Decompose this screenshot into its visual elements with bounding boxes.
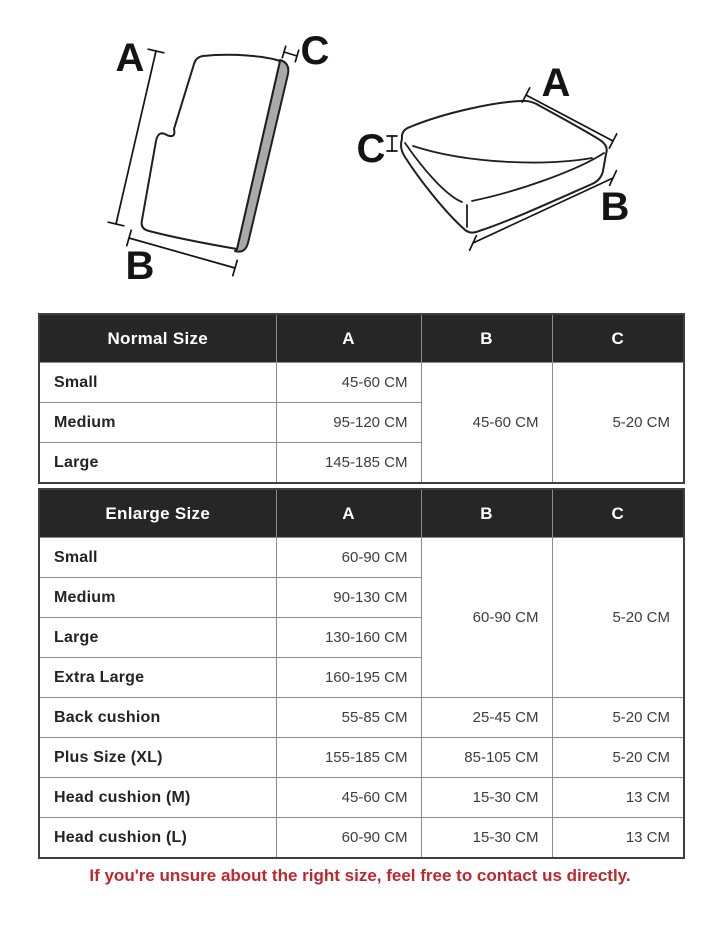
size-label: Small [39, 538, 276, 578]
value-b: 15-30 CM [421, 778, 552, 818]
contact-note: If you're unsure about the right size, feel free to contact us directly. [89, 866, 631, 885]
size-label: Large [39, 618, 276, 658]
value-a: 45-60 CM [276, 363, 421, 403]
dim-label-a: A [541, 61, 571, 105]
value-a: 45-60 CM [276, 778, 421, 818]
value-a: 90-130 CM [276, 578, 421, 618]
size-label: Head cushion (M) [39, 778, 276, 818]
col-header-b: B [421, 489, 552, 538]
value-b: 25-45 CM [421, 698, 552, 738]
value-a: 155-185 CM [276, 738, 421, 778]
size-label: Plus Size (XL) [39, 738, 276, 778]
dim-tick [610, 171, 617, 186]
table-title: Enlarge Size [39, 489, 276, 538]
size-label: Extra Large [39, 658, 276, 698]
value-b: 85-105 CM [421, 738, 552, 778]
enlarge-size-table [38, 488, 685, 859]
size-label: Back cushion [39, 698, 276, 738]
value-a: 55-85 CM [276, 698, 421, 738]
value-c: 13 CM [552, 778, 684, 818]
value-a: 95-120 CM [276, 403, 421, 443]
size-label: Head cushion (L) [39, 818, 276, 859]
dim-tick [470, 236, 477, 251]
col-header-a: A [276, 489, 421, 538]
table-row [39, 538, 684, 578]
dim-tick [609, 134, 616, 148]
table-row [39, 363, 684, 403]
col-header-c: C [552, 314, 684, 363]
shared-value-b: 45-60 CM [421, 363, 552, 484]
seat-cushion-diagram [357, 61, 630, 250]
shared-value-c: 5-20 CM [552, 538, 684, 698]
value-a: 160-195 CM [276, 658, 421, 698]
size-label: Small [39, 363, 276, 403]
value-c: 13 CM [552, 818, 684, 859]
value-a: 60-90 CM [276, 538, 421, 578]
table-row [39, 778, 684, 818]
table-row [39, 738, 684, 778]
size-label: Medium [39, 578, 276, 618]
table-title: Normal Size [39, 314, 276, 363]
back-cushion-diagram [108, 29, 329, 288]
dim-label-a: A [115, 36, 145, 80]
col-header-a: A [276, 314, 421, 363]
shared-value-c: 5-20 CM [552, 363, 684, 484]
value-a: 130-160 CM [276, 618, 421, 658]
back-cushion-outline [142, 55, 280, 249]
value-a: 145-185 CM [276, 443, 421, 484]
normal-size-table [38, 313, 685, 484]
dim-label-b: B [125, 244, 155, 288]
dim-label-b: B [600, 185, 630, 229]
shared-value-b: 60-90 CM [421, 538, 552, 698]
table-header-row [39, 314, 684, 363]
table-header-row [39, 489, 684, 538]
value-c: 5-20 CM [552, 738, 684, 778]
cushion-dimension-diagrams [0, 0, 720, 305]
table-row [39, 698, 684, 738]
col-header-c: C [552, 489, 684, 538]
table-row [39, 818, 684, 859]
col-header-b: B [421, 314, 552, 363]
size-label: Large [39, 443, 276, 484]
value-b: 15-30 CM [421, 818, 552, 859]
value-a: 60-90 CM [276, 818, 421, 859]
dim-label-c: C [356, 127, 386, 171]
dim-label-c: C [300, 29, 330, 73]
size-label: Medium [39, 403, 276, 443]
value-c: 5-20 CM [552, 698, 684, 738]
dim-line-c [284, 52, 297, 56]
